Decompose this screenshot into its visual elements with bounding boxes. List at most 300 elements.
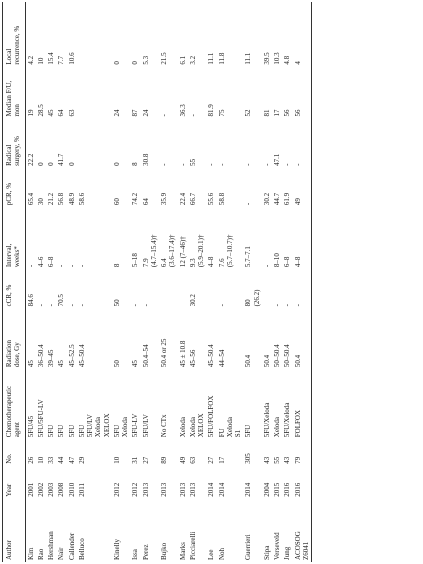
cell-text-line: Author	[5, 540, 13, 560]
cell-text-line: -	[67, 264, 76, 268]
cell-text-line: 63	[67, 109, 76, 117]
cell-text-line: 11.8	[217, 52, 226, 65]
cell-text-line: 33	[47, 456, 55, 464]
cell-text-line: 74.2	[131, 192, 140, 206]
cell-pcr	[77, 168, 112, 207]
cell-year	[159, 466, 178, 499]
cell-text-line: Interval,	[5, 243, 13, 268]
cell-text-line: Radical	[5, 144, 13, 166]
cell-number	[25, 439, 36, 466]
cell-text-line: 5FU/LV	[141, 414, 150, 438]
cell-radiation-dose	[188, 308, 207, 369]
cell-text-line: 45–56	[188, 349, 197, 368]
cell-text-line: 5FU-LV	[131, 413, 140, 438]
cell-number	[36, 439, 46, 466]
cell-year	[188, 466, 207, 499]
cell-text-line: 45–50.4	[207, 344, 216, 368]
cell-chemotherapeutic-agent	[141, 369, 160, 439]
cell-text-line: 17	[273, 109, 281, 117]
cell-text-line: 49	[178, 456, 187, 464]
cell-text-line: 11.1	[207, 52, 216, 65]
cell-text-line: recurrence, %	[13, 25, 22, 65]
cell-number	[206, 439, 216, 466]
cell-text-line: 55	[188, 158, 197, 166]
cell-text-line: pCR, %	[5, 182, 13, 206]
cell-text-line: cCR, %	[5, 284, 13, 307]
table-row	[206, 2, 216, 562]
cell-text-line: 63	[188, 456, 197, 464]
cell-text-line: weeks*	[13, 246, 22, 268]
cell-author	[272, 499, 282, 562]
table-row	[293, 2, 312, 562]
cell-text-line: 45–50.4	[77, 344, 86, 368]
cell-text-line: 35.9	[160, 192, 168, 206]
cell-text-line: 11.1	[244, 52, 253, 65]
cell-local-recurrence	[112, 2, 131, 67]
cell-chemotherapeutic-agent	[46, 369, 56, 439]
cell-median-fu	[46, 67, 56, 119]
cell-text-line: 2013	[141, 482, 150, 497]
cell-median-fu	[217, 67, 244, 119]
cell-text-line: 6.4	[160, 258, 168, 268]
cell-radical-surgery	[77, 119, 112, 168]
cell-text-line: (26.2)	[252, 289, 261, 307]
table-row	[243, 2, 262, 562]
cell-local-recurrence	[36, 2, 46, 67]
cell-ccr	[46, 269, 56, 308]
cell-text-line: 2003	[47, 482, 55, 497]
cell-text-line: 2013	[178, 482, 187, 497]
cell-text-line: Z6041	[301, 541, 310, 560]
cell-chemotherapeutic-agent	[262, 369, 272, 439]
cell-text-line: 15.4	[47, 52, 55, 65]
cell-radical-surgery	[243, 119, 262, 168]
cell-pcr	[36, 168, 46, 207]
cell-pcr	[67, 168, 77, 207]
cell-text-line: -	[244, 202, 253, 206]
cell-text-line: 41.7	[57, 153, 66, 166]
cell-text-line: 5FU	[112, 424, 121, 438]
cell-text-line: 6.1	[178, 55, 187, 65]
cell-text-line: FOLFOX	[293, 409, 302, 438]
cell-text-line: Belluco	[77, 538, 86, 560]
cell-text-line: 47.1	[273, 153, 281, 166]
cell-chemotherapeutic-agent	[243, 369, 262, 439]
cell-text-line: 80	[244, 299, 253, 307]
cell-text-line: 10	[112, 456, 121, 464]
cell-year	[56, 466, 66, 499]
cell-radiation-dose	[67, 308, 77, 369]
cell-text-line: Lee	[207, 549, 216, 560]
cell-text-line: 64	[57, 109, 66, 117]
cell-ccr	[217, 269, 244, 308]
cell-text-line: 8	[131, 162, 140, 166]
cell-text-line: 39.5	[262, 52, 271, 65]
cell-text-line: 44	[57, 456, 66, 464]
cell-text-line: Issa	[131, 549, 140, 560]
cell-text-line: No CTx	[160, 414, 168, 438]
cell-text-line: -	[293, 163, 302, 166]
cell-author	[217, 499, 244, 562]
cell-text-line: 45–52.5	[67, 344, 76, 368]
cell-text-line: -	[283, 163, 292, 166]
cell-pcr	[262, 168, 272, 207]
cell-text-line: 3.2	[188, 55, 197, 65]
cell-radiation-dose	[112, 308, 131, 369]
cell-interval	[217, 207, 244, 269]
cell-year	[272, 466, 282, 499]
table-row	[36, 2, 46, 562]
cell-text-line: 45	[47, 109, 55, 117]
cell-text-line: 50.4	[262, 354, 271, 368]
cell-text-line: 36–50.4	[36, 344, 45, 368]
cell-text-line: 36.3	[178, 104, 187, 117]
cell-text-line: 2002	[36, 482, 45, 497]
cell-text-line: Nair	[57, 547, 66, 560]
cell-text-line: -	[26, 264, 35, 268]
cell-interval	[56, 207, 66, 269]
cell-radiation-dose	[56, 308, 66, 369]
cell-text-line: 2011	[77, 482, 86, 497]
cell-text-line: Marks	[178, 542, 187, 560]
cell-radiation-dose	[262, 308, 272, 369]
table-row	[46, 2, 56, 562]
cell-radiation-dose	[293, 308, 312, 369]
cell-text-line: 2013	[188, 482, 197, 497]
cell-radiation-dose	[243, 308, 262, 369]
cell-text-line: 4.8	[283, 55, 292, 65]
cell-text-line: 10.3	[273, 52, 281, 65]
cell-radical-surgery	[282, 119, 292, 168]
cell-text-line: dose, Gy	[13, 342, 22, 368]
cell-text-line: 50.4	[293, 354, 302, 368]
cell-text-line: Xeloda	[178, 417, 187, 438]
cell-text-line: 27	[141, 456, 150, 464]
cell-ccr	[262, 269, 272, 308]
cell-text-line: 55.6	[207, 192, 216, 206]
cell-chemotherapeutic-agent	[56, 369, 66, 439]
cell-year	[77, 466, 112, 499]
cell-year	[178, 466, 188, 499]
cell-interval	[67, 207, 77, 269]
cell-text-line: 4–8	[207, 256, 216, 268]
cell-text-line: XELOX	[197, 413, 205, 438]
cell-chemotherapeutic-agent	[272, 369, 282, 439]
cell-text-line: Perez	[141, 544, 150, 560]
cell-chemotherapeutic-agent	[178, 369, 188, 439]
cell-chemotherapeutic-agent	[188, 369, 207, 439]
cell-interval	[46, 207, 56, 269]
column-header-radical-surgery	[3, 119, 26, 168]
cell-text-line: 2014	[244, 482, 253, 497]
cell-text-line: S1	[234, 429, 242, 438]
table-body	[25, 2, 312, 562]
cell-text-line: 55	[273, 456, 281, 464]
cell-author	[36, 499, 46, 562]
cell-text-line: 50	[112, 360, 121, 368]
cell-text-line: -	[57, 264, 66, 268]
cell-ccr	[293, 269, 312, 308]
cell-text-line: 2012	[112, 482, 121, 497]
cell-author	[67, 499, 77, 562]
cell-ccr	[159, 269, 178, 308]
cell-text-line: (5.7–10.7)†	[225, 234, 234, 268]
cell-interval	[262, 207, 272, 269]
cell-text-line: Radiation	[5, 339, 13, 368]
cell-text-line: 45	[57, 360, 66, 368]
cell-radiation-dose	[282, 308, 292, 369]
cell-interval	[36, 207, 46, 269]
cell-pcr	[56, 168, 66, 207]
cell-median-fu	[77, 67, 112, 119]
cell-text-line: 60	[112, 198, 121, 206]
cell-text-line: 5FU/LV	[86, 414, 94, 438]
cell-text-line: 9.3	[188, 258, 197, 268]
cell-ccr	[282, 269, 292, 308]
cell-text-line: 39–45	[47, 349, 55, 368]
cell-radical-surgery	[206, 119, 216, 168]
cell-text-line: 56	[293, 109, 302, 117]
cell-ccr	[130, 269, 140, 308]
cell-text-line: 56	[283, 109, 292, 117]
cell-text-line: 8	[112, 263, 121, 268]
cell-text-line: 2015	[273, 482, 281, 497]
cell-text-line: 5FU/Xeloda	[283, 402, 292, 438]
cell-radical-surgery	[25, 119, 36, 168]
cell-text-line: surgery, %	[13, 136, 22, 166]
cell-radical-surgery	[141, 119, 160, 168]
cell-pcr	[217, 168, 244, 207]
cell-chemotherapeutic-agent	[77, 369, 112, 439]
cell-text-line: 50.4–54	[141, 344, 150, 368]
cell-text-line: 21.2	[47, 192, 55, 206]
table-row	[262, 2, 272, 562]
cell-text-line: Bujko	[160, 542, 168, 560]
cell-text-line: 66.7	[188, 192, 197, 206]
cell-number	[262, 439, 272, 466]
cell-text-line: 26	[26, 456, 35, 464]
cell-text-line: agent	[13, 422, 22, 438]
cell-text-line: -	[77, 264, 86, 268]
cell-text-line: 10	[36, 57, 45, 65]
cell-author	[293, 499, 312, 562]
table-row	[141, 2, 160, 562]
cell-text-line: 50–50.4	[273, 344, 281, 368]
cell-text-line: -	[47, 304, 55, 307]
cell-text-line: 6–8	[283, 256, 292, 268]
cell-number	[293, 439, 312, 466]
cell-text-line: 58.6	[77, 192, 86, 206]
cell-interval	[141, 207, 160, 269]
cell-text-line: -	[160, 114, 168, 117]
cell-text-line: 22.2	[26, 153, 35, 166]
cell-pcr	[112, 168, 131, 207]
cell-text-line: 44.7	[273, 192, 281, 206]
cell-text-line: 2014	[207, 482, 216, 497]
cell-year	[293, 466, 312, 499]
cell-pcr	[141, 168, 160, 207]
cell-author	[56, 499, 66, 562]
cell-radical-surgery	[130, 119, 140, 168]
cell-radical-surgery	[112, 119, 131, 168]
cell-radiation-dose	[36, 308, 46, 369]
cell-text-line: 65.4	[26, 192, 35, 206]
cell-text-line: 5.3	[141, 55, 150, 65]
cell-text-line: 305	[244, 453, 253, 464]
cell-local-recurrence	[206, 2, 216, 67]
cell-radiation-dose	[25, 308, 36, 369]
cell-local-recurrence	[130, 2, 140, 67]
cell-number	[272, 439, 282, 466]
cell-text-line: 50–50.4	[283, 344, 292, 368]
cell-local-recurrence	[77, 2, 112, 67]
cell-local-recurrence	[262, 2, 272, 67]
cell-pcr	[188, 168, 207, 207]
cell-radical-surgery	[67, 119, 77, 168]
cell-text-line: 0	[112, 162, 121, 166]
cell-radical-surgery	[178, 119, 188, 168]
table-row	[282, 2, 292, 562]
cell-text-line: 5.7–7.1	[244, 246, 253, 268]
cell-chemotherapeutic-agent	[282, 369, 292, 439]
cell-local-recurrence	[282, 2, 292, 67]
cell-median-fu	[293, 67, 312, 119]
cell-text-line: (5.9–20.1)†	[197, 234, 205, 268]
cell-year	[25, 466, 36, 499]
cell-text-line: 81.9	[207, 104, 216, 117]
cell-text-line: 4–6	[36, 256, 45, 268]
cell-text-line: Stipa	[262, 545, 271, 560]
cell-text-line: Kinelly	[112, 539, 121, 560]
cell-ccr	[25, 269, 36, 308]
cell-year	[206, 466, 216, 499]
cell-text-line: 5FU/45	[26, 415, 35, 438]
cell-number	[67, 439, 77, 466]
column-header-pcr	[3, 168, 26, 207]
cell-text-line: Guerrieri	[244, 534, 253, 560]
cell-text-line: -	[67, 304, 76, 307]
column-header-radiation-dose	[3, 308, 26, 369]
cell-radiation-dose	[130, 308, 140, 369]
column-header-author	[3, 499, 26, 562]
table-row	[217, 2, 244, 562]
cell-text-line: 47	[67, 456, 76, 464]
cell-text-line: 30.2	[262, 192, 271, 206]
cell-radiation-dose	[159, 308, 178, 369]
cell-text-line: 0	[67, 162, 76, 166]
cell-interval	[159, 207, 178, 269]
cell-median-fu	[282, 67, 292, 119]
cell-text-line: Chemotherapeutic	[5, 385, 13, 438]
cell-text-line: 2012	[131, 482, 140, 497]
cell-interval	[130, 207, 140, 269]
cell-text-line: Xeloda	[273, 417, 281, 438]
cell-text-line: -	[131, 304, 140, 307]
cell-chemotherapeutic-agent	[36, 369, 46, 439]
cell-radical-surgery	[188, 119, 207, 168]
cell-median-fu	[25, 67, 36, 119]
cell-local-recurrence	[159, 2, 178, 67]
cell-author	[262, 499, 272, 562]
cell-text-line: 2014	[217, 482, 226, 497]
cell-number	[188, 439, 207, 466]
cell-text-line: 87	[131, 109, 140, 117]
cell-text-line: ACOSOG	[293, 531, 302, 560]
cell-text-line: Xeloda	[94, 417, 103, 438]
cell-text-line: 7.9	[141, 258, 150, 268]
cell-text-line: -	[160, 163, 168, 166]
cell-text-line: 84.6	[26, 294, 35, 307]
cell-text-line: 5FU	[57, 424, 66, 438]
cell-text-line: 0	[36, 162, 45, 166]
table-row	[67, 2, 77, 562]
cell-text-line: 45	[26, 360, 35, 368]
cell-text-line: 19	[26, 109, 35, 117]
cell-median-fu	[159, 67, 178, 119]
cell-chemotherapeutic-agent	[112, 369, 131, 439]
cell-text-line: 70.5	[57, 294, 66, 307]
cell-ccr	[56, 269, 66, 308]
cell-text-line: 29	[77, 456, 86, 464]
table-row	[112, 2, 131, 562]
cell-radical-surgery	[262, 119, 272, 168]
cell-pcr	[243, 168, 262, 207]
cell-text-line: -	[141, 304, 150, 307]
cell-text-line: 79	[293, 456, 302, 464]
cell-number	[178, 439, 188, 466]
cell-number	[217, 439, 244, 466]
cell-text-line: XELOX	[102, 413, 111, 438]
column-header-interval	[3, 207, 26, 269]
cell-interval	[243, 207, 262, 269]
cell-text-line: 49	[293, 198, 302, 206]
cell-interval	[282, 207, 292, 269]
table-row	[77, 2, 112, 562]
cell-text-line: 75	[217, 109, 226, 117]
cell-text-line: 58.8	[217, 192, 226, 206]
cell-year	[36, 466, 46, 499]
cell-text-line: 10.6	[67, 52, 76, 65]
cell-text-line: 43	[283, 456, 292, 464]
cell-ccr	[243, 269, 262, 308]
cell-text-line: 45 ± 10.8	[178, 340, 187, 368]
cell-text-line: -	[262, 163, 271, 166]
cell-chemotherapeutic-agent	[25, 369, 36, 439]
cell-text-line: 7.6	[217, 258, 226, 268]
cell-text-line: 2016	[283, 482, 292, 497]
cell-local-recurrence	[67, 2, 77, 67]
cell-median-fu	[67, 67, 77, 119]
cell-median-fu	[188, 67, 207, 119]
cell-text-line: Local	[5, 48, 13, 65]
cell-text-line: 43	[262, 456, 271, 464]
cell-text-line: 21.5	[160, 52, 168, 65]
cell-number	[243, 439, 262, 466]
cell-text-line: Xeloda	[121, 417, 129, 438]
cell-median-fu	[36, 67, 46, 119]
cell-author	[188, 499, 207, 562]
cell-author	[141, 499, 160, 562]
cell-radical-surgery	[293, 119, 312, 168]
cell-chemotherapeutic-agent	[130, 369, 140, 439]
cell-number	[46, 439, 56, 466]
cell-number	[56, 439, 66, 466]
cell-text-line: 2004	[262, 482, 271, 497]
cell-pcr	[159, 168, 178, 207]
cell-text-line: 30.2	[188, 294, 197, 307]
column-header-year	[3, 466, 26, 499]
cell-local-recurrence	[141, 2, 160, 67]
